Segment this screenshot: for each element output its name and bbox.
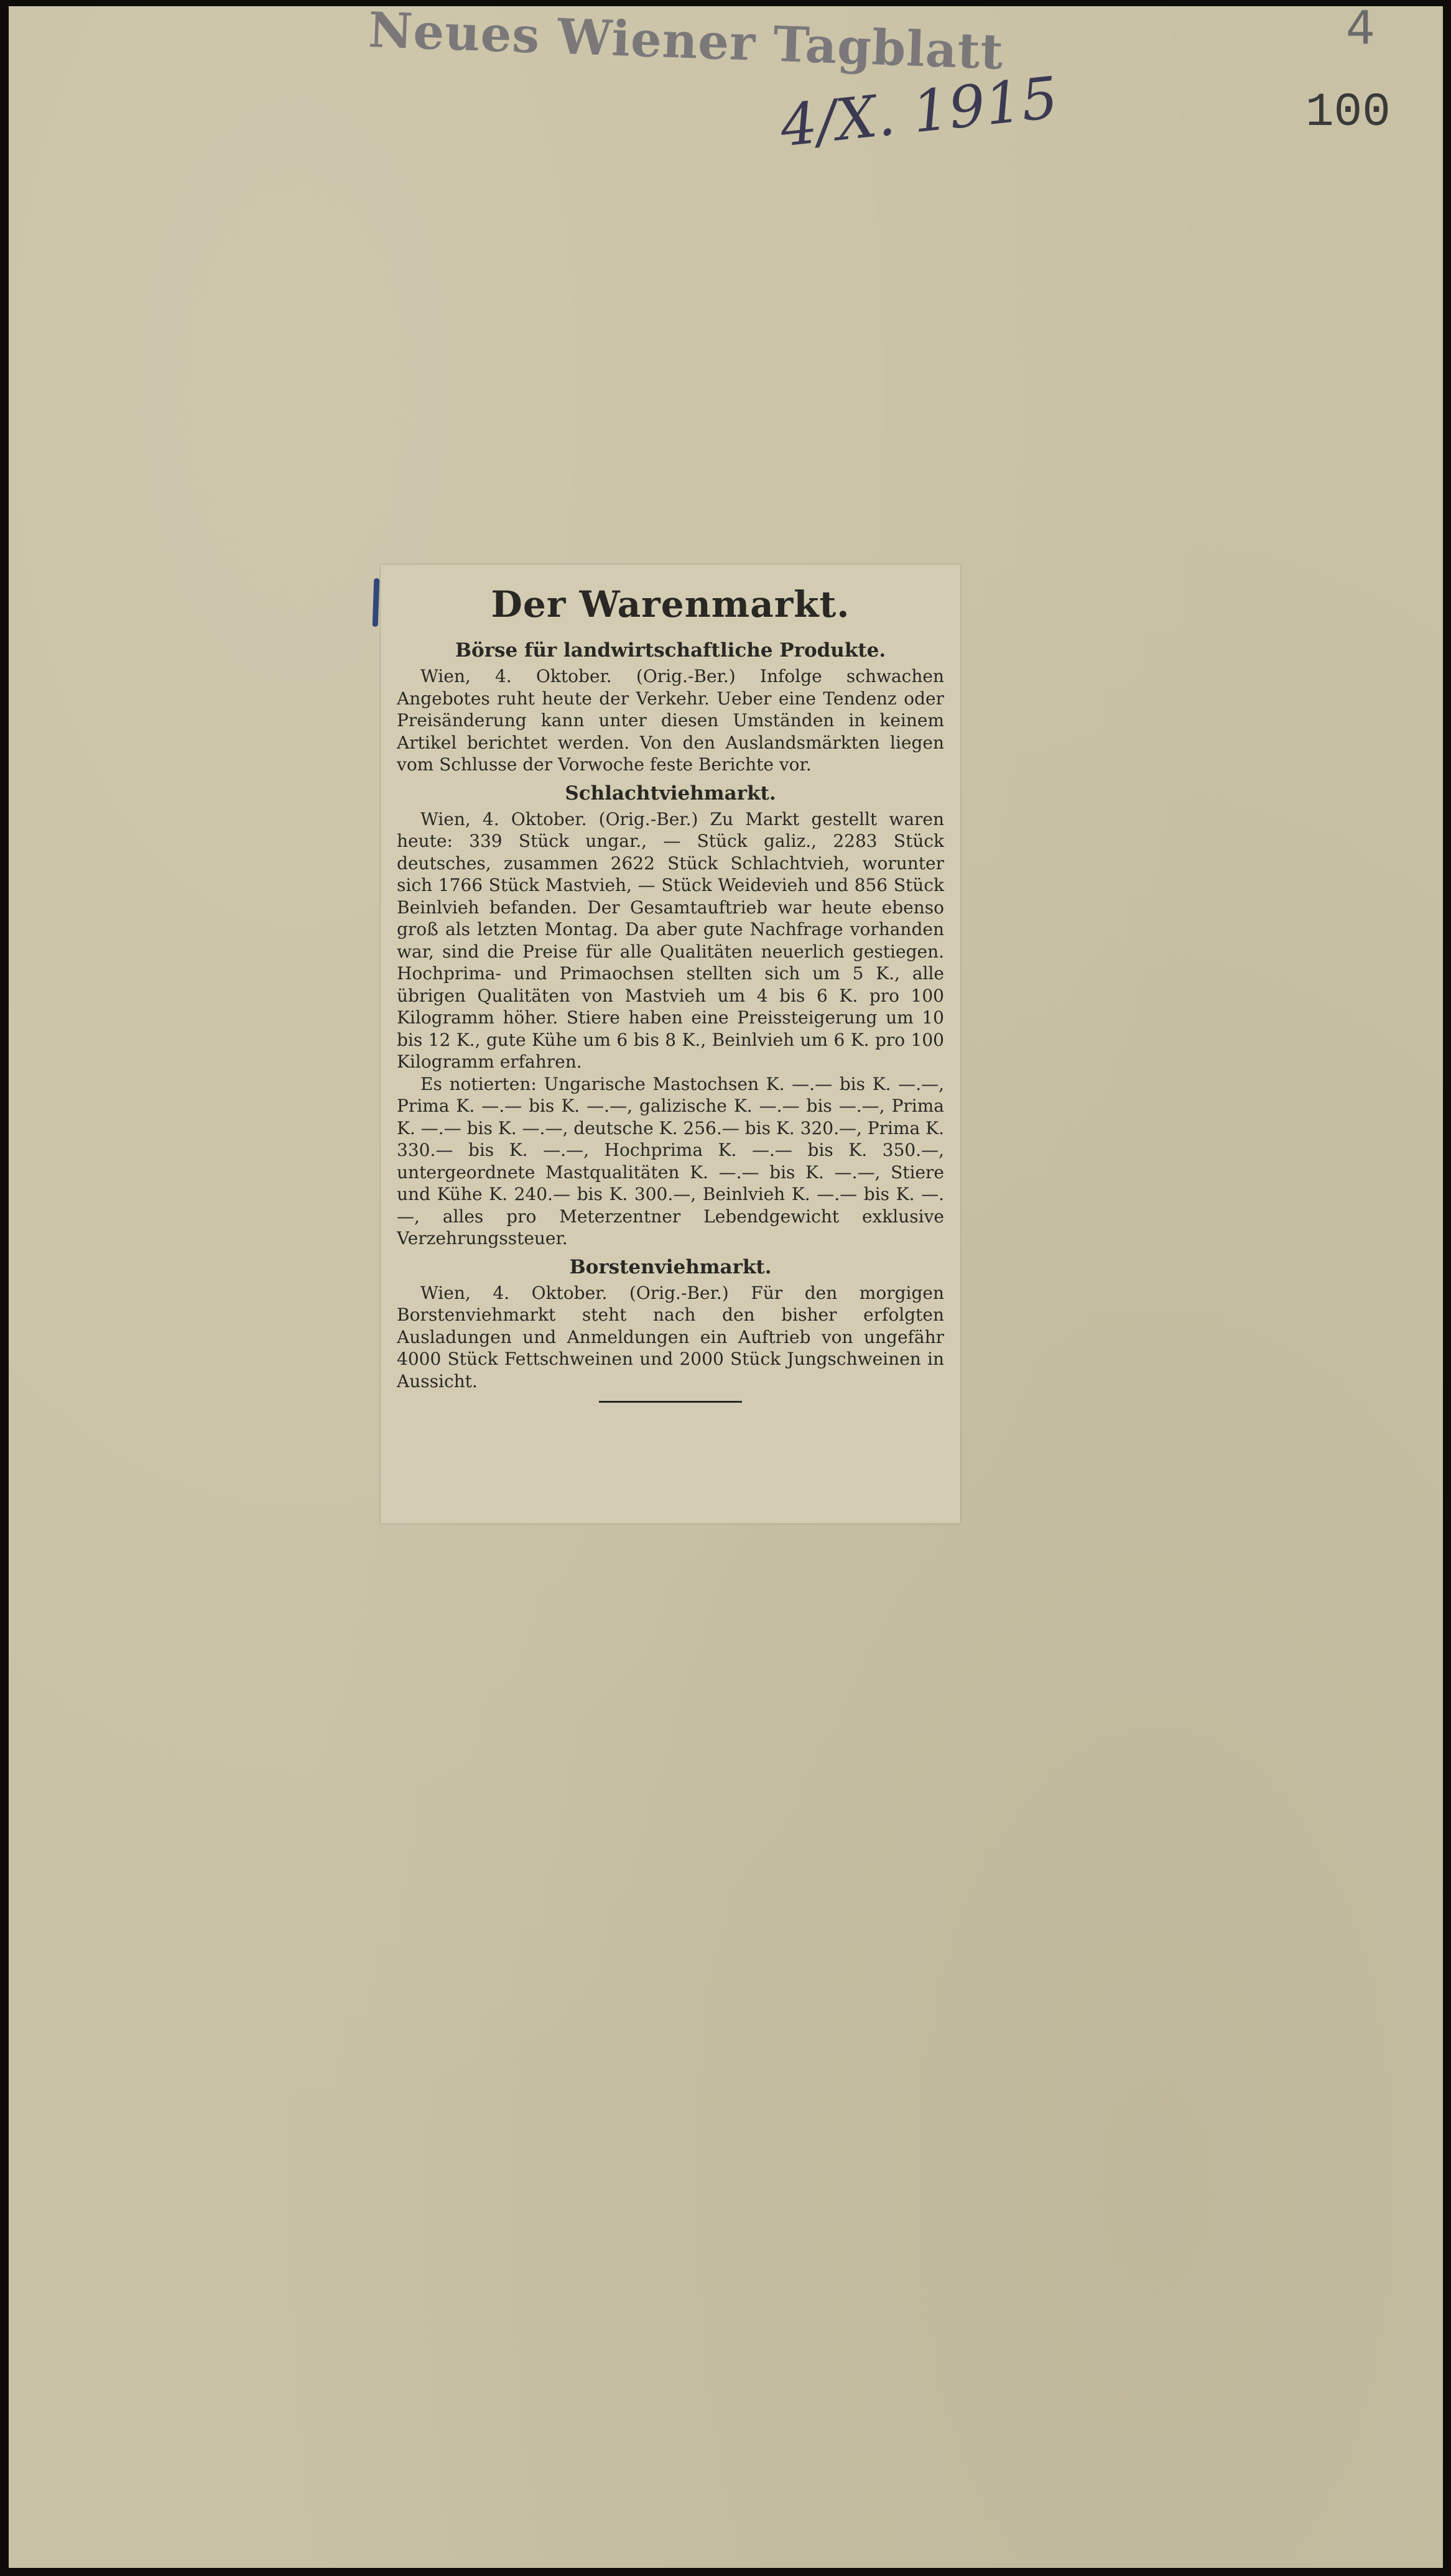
section-heading: Börse für landwirtschaftliche Produkte.	[455, 639, 886, 662]
section-borstenvieh	[397, 1256, 944, 1393]
section-paragraph: Wien, 4. Oktober. (Orig.-Ber.) Zu Markt gestellt waren heute: 339 Stück ungar., — Stück galiz., 2283 Stück deutsches, zusammen 2622 Stück Schlachtvieh, worunter sich 1766 Stück Mastvieh, — Stück Weidevieh und 856 Stück Beinlvieh befanden. Der Gesamtauftrieb war heute ebenso groß als letzten Montag. Da aber gute Nachfrage vorhanden war, sind die Preise für alle Qualitäten neuerlich gestiegen. Hochprima- und Primaochsen stellten sich um 5 K., alle übrigen Qualitäten von Mastvieh um 4 bis 6 K. pro 100 Kilogramm höher. Stiere haben eine Preissteigerung um 10 bis 12 K., gute Kühe um 6 bis 8 K., Beinlvieh um 6 K. pro 100 Kilogramm erfahren.	[397, 808, 944, 1072]
section-heading: Borstenviehmarkt.	[569, 1255, 772, 1278]
section-paragraph: Wien, 4. Oktober. (Orig.-Ber.) Für den morgigen Borstenviehmarkt steht nach den bisher erfolgten Ausladungen und Anmeldungen ein Auftrieb von ungefähr 4000 Stück Fettschweinen und 2000 Stück Jungschweinen in Aussicht.	[397, 1282, 944, 1392]
section-boerse	[397, 639, 944, 776]
section-paragraph: Wien, 4. Oktober. (Orig.-Ber.) Infolge schwachen Angebotes ruht heute der Verkehr. Ueber eine Tendenz oder Preisänderung kann unter diesen Umständen in keinem Artikel berichtet werden. Von den Auslandsmärkten liegen vom Schlusse der Vorwoche feste Berichte vor.	[397, 666, 944, 775]
handwritten-date: 4/X. 1915	[777, 64, 1061, 160]
page-number: 100	[1305, 86, 1391, 139]
section-schlachtvieh	[397, 782, 944, 1250]
corner-mark: 4	[1346, 1, 1376, 55]
section-heading: Schlachtviehmarkt.	[565, 782, 776, 805]
closing-rule	[599, 1401, 742, 1403]
section-paragraph: Es notierten: Ungarische Mastochsen K. —.— bis K. —.—, Prima K. —.— bis K. —.—, galizische K. —.— bis —.—, Prima K. —.— bis K. —.—, deutsche K. 256.— bis K. 320.—, Prima K. 330.— bis K. —.—, Hochprima K. —.— bis K. 350.—, untergeordnete Mastqualitäten K. —.— bis K. —.—, Stiere und Kühe K. 240.— bis K. 300.—, Beinlvieh K. —.— bis K. —.—, alles pro Meterzentner Lebendgewicht exklusive Verzehrungssteuer.	[397, 1073, 944, 1249]
article-title: Der Warenmarkt.	[491, 583, 850, 626]
newspaper-stamp: Neues Wiener Tagblatt	[367, 2, 1005, 81]
newspaper-clipping	[381, 565, 960, 1523]
